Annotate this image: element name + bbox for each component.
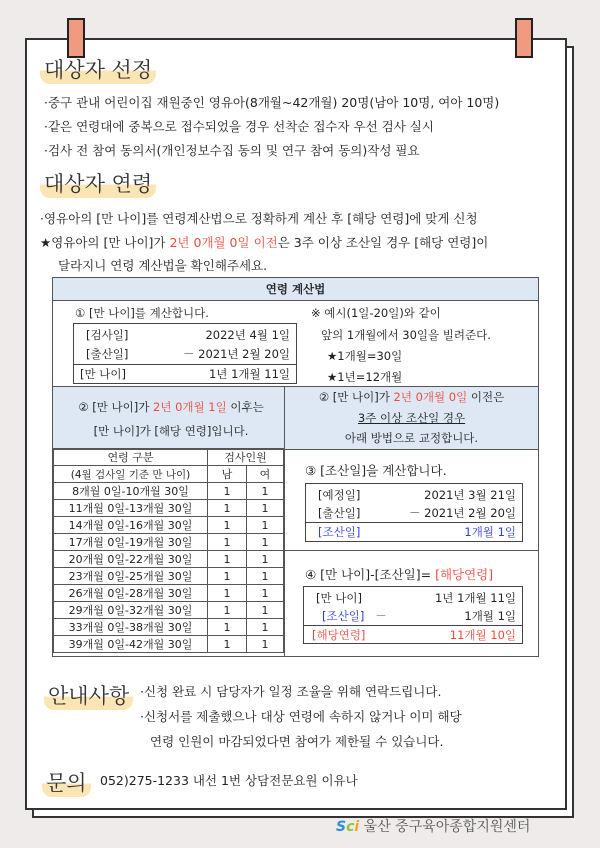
table-row	[54, 619, 284, 636]
table-cell: 1	[247, 517, 284, 534]
selection-item: ·중구 관내 어린이집 재원중인 영유아(8개월~42개월) 20명(남아 10명, 여아 10명)	[44, 95, 500, 110]
table-cell: 23개월 0일-25개월 30일	[54, 568, 208, 585]
value: 2021년 3월 21일	[424, 488, 516, 502]
table-cell: 1	[208, 551, 247, 568]
label: [만 나이]	[316, 591, 362, 605]
label: [출산일]	[318, 506, 361, 520]
step1-box	[73, 323, 297, 384]
age-line: 달라지니 연령 계산법을 확인해주세요.	[58, 258, 268, 273]
text: ④ [만 나이]-[조산일]=	[305, 567, 436, 582]
notice-title: 안내사항	[44, 680, 133, 710]
table-cell: 1	[208, 619, 247, 636]
text: 이전은	[467, 390, 505, 404]
clip-right	[515, 18, 533, 58]
table-cell: 1	[247, 619, 284, 636]
contact-title: 문의	[42, 767, 91, 797]
table-cell: 33개월 0일-38개월 30일	[54, 619, 208, 636]
label: [조산일]	[318, 525, 361, 539]
step4-box	[303, 586, 523, 644]
footer-logo	[336, 816, 530, 836]
table-cell: 14개월 0일-16개월 30일	[54, 517, 208, 534]
table-cell: 1	[247, 636, 284, 653]
step3-box	[305, 483, 523, 542]
step1-heading: ① [만 나이]를 계산합니다.	[75, 306, 209, 320]
age-line: ·영유아의 [만 나이]를 연령계산법으로 정확하게 계산 후 [해당 연령]에 맞게 신청	[40, 211, 478, 226]
table-cell: 1	[208, 636, 247, 653]
highlight-text: 2년 0개월 1일	[153, 400, 227, 414]
table-cell: 26개월 0일-28개월 30일	[54, 585, 208, 602]
step4-heading	[305, 565, 493, 583]
table-row	[54, 602, 284, 619]
age-group-table	[53, 448, 284, 653]
notice-line: ·신청 완료 시 담당자가 일정 조율을 위해 연락드립니다.	[140, 684, 442, 699]
label: [만 나이]	[80, 367, 126, 381]
note: ※ 예시(1일-20일)와 같이	[311, 306, 441, 320]
table-cell: 17개월 0일-19개월 30일	[54, 534, 208, 551]
table-row	[54, 534, 284, 551]
col-header: (4월 검사일 기준 만 나이)	[54, 466, 208, 483]
table-cell: 11개월 0일-13개월 30일	[54, 500, 208, 517]
value: 1년 1개월 11일	[208, 367, 290, 381]
clip-left	[67, 18, 85, 58]
table-cell: 1	[208, 483, 247, 500]
value: 1개월 1일	[464, 525, 516, 539]
table-cell: 1	[247, 500, 284, 517]
highlight-text: [해당연령]	[435, 567, 494, 582]
calc-title: 연령 계산법	[53, 278, 538, 301]
table-cell: 1	[208, 585, 247, 602]
note: 앞의 1개월에서 30일을 빌려준다.	[321, 328, 491, 342]
label: [예정일]	[318, 488, 361, 502]
step2b-line: 아래 방법으로 교정합니다.	[344, 431, 479, 445]
value: 2022년 4월 1일	[205, 328, 290, 342]
value: － 2021년 2월 20일	[182, 347, 290, 361]
contact-text: 052)275-1233 내선 1번 상담전문요원 이유나	[100, 773, 358, 788]
step2a-line: [만 나이]가 [해당 연령]입니다.	[93, 424, 249, 438]
notice-line: 연령 인원이 마감되었다면 참여가 제한될 수 있습니다.	[150, 734, 444, 749]
table-cell: 20개월 0일-22개월 30일	[54, 551, 208, 568]
selection-item: ·검사 전 참여 동의서(개인정보수집 동의 및 연구 참여 동의)작성 필요	[44, 143, 420, 158]
table-cell: 1	[247, 568, 284, 585]
text: ★영유아의 [만 나이]가	[40, 235, 170, 250]
table-row	[54, 551, 284, 568]
table-cell: 1	[208, 602, 247, 619]
col-header: 남	[208, 466, 247, 483]
value: － 2021년 2월 20일	[408, 506, 516, 520]
label: [검사일]	[86, 328, 129, 342]
step2b	[285, 389, 538, 405]
table-cell: 8개월 0일-10개월 30일	[54, 483, 208, 500]
table-row	[54, 585, 284, 602]
text: ② [만 나이]가	[78, 400, 153, 414]
text: 이후는	[226, 400, 264, 414]
value: 1개월 1일	[464, 609, 516, 623]
table-cell: 1	[208, 568, 247, 585]
step3-heading: ③ [조산일]을 계산합니다.	[305, 463, 447, 478]
logo-icon: Sci	[336, 819, 360, 835]
text: 은 3주 이상 조산일 경우 [해당 연령]이	[277, 235, 489, 250]
value: 1년 1개월 11일	[434, 591, 516, 605]
table-row	[54, 636, 284, 653]
highlight-text: 2년 0개월 0일 이전	[169, 235, 278, 250]
note: ★1년=12개월	[327, 370, 403, 384]
value: 11개월 10일	[449, 628, 516, 642]
col-header: 검사인원	[208, 449, 284, 466]
section-title-selection: 대상자 선정	[40, 54, 156, 84]
col-header: 연령 구분	[54, 449, 208, 466]
table-cell: 1	[247, 585, 284, 602]
note: ★1개월=30일	[327, 349, 403, 363]
table-cell: 1	[208, 534, 247, 551]
table-row	[54, 483, 284, 500]
table-cell: 1	[208, 500, 247, 517]
label: [해당연령]	[312, 628, 366, 642]
step2a	[61, 399, 281, 415]
table-row	[54, 517, 284, 534]
label: [출산일]	[86, 347, 129, 361]
table-cell: 39개월 0일-42개월 30일	[54, 636, 208, 653]
table-cell: 1	[247, 602, 284, 619]
text: ② [만 나이]가	[318, 390, 394, 404]
notice-line: ·신청서를 제출했으나 대상 연령에 속하지 않거나 이미 해당	[140, 709, 462, 724]
table-row	[54, 500, 284, 517]
table-cell: 1	[208, 517, 247, 534]
label: [조산일] －	[322, 609, 387, 623]
col-header: 여	[247, 466, 284, 483]
section-title-age: 대상자 연령	[40, 168, 156, 198]
table-cell: 29개월 0일-32개월 30일	[54, 602, 208, 619]
selection-item: ·같은 연령대에 중복으로 접수되었을 경우 선착순 접수자 우선 검사 실시	[44, 119, 434, 134]
age-calculation-table	[52, 277, 539, 657]
org-name: 울산 중구육아종합지원센터	[363, 819, 531, 835]
table-cell: 1	[247, 534, 284, 551]
highlight-text: 2년 0개월 0일	[393, 390, 468, 404]
table-row	[54, 568, 284, 585]
table-cell: 1	[247, 483, 284, 500]
step2b-line: 3주 이상 조산일 경우	[357, 411, 466, 425]
table-cell: 1	[247, 551, 284, 568]
age-line	[40, 233, 488, 251]
